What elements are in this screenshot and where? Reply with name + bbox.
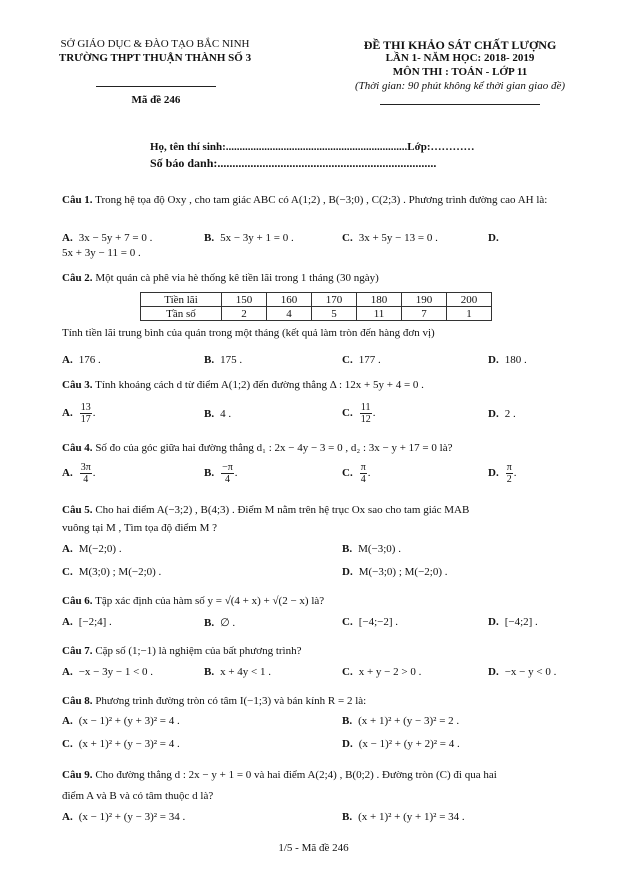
question-1: [62, 193, 587, 207]
table-row: [141, 293, 492, 307]
question-9-line-2: điểm A và B và có tâm thuộc d là?: [62, 790, 214, 802]
option-b[interactable]: B. x + 4y < 1 .: [204, 666, 272, 678]
option-a[interactable]: A. 176 .: [62, 354, 101, 366]
table-cell: 160: [267, 293, 312, 307]
option-d[interactable]: D. 180 .: [488, 354, 527, 366]
student-name-line: Họ, tên thí sinh:..................................................................Lớp:…………: [150, 141, 475, 153]
option-c[interactable]: C. x + y − 2 > 0 .: [342, 666, 422, 678]
option-b[interactable]: B. (x + 1)² + (y + 1)² = 34 .: [342, 811, 465, 823]
option-a[interactable]: A. 3x − 5y + 7 = 0 .: [62, 232, 153, 244]
option-c[interactable]: C. (x + 1)² + (y − 3)² = 4 .: [62, 738, 180, 750]
question-8: Câu 8. Phương trình đường tròn có tâm I(−1;3) và bán kính R = 2 là:: [62, 695, 367, 707]
option-d[interactable]: D. (x − 1)² + (y + 2)² = 4 .: [342, 738, 460, 750]
department-name: SỞ GIÁO DỤC & ĐÀO TẠO BẮC NINH: [60, 38, 250, 50]
question-3: Câu 3. Tính khoảng cách d từ điểm A(1;2) đến đường thẳng Δ : 12x + 5y + 4 = 0 .: [62, 379, 424, 391]
option-b[interactable]: B. 4 .: [204, 408, 232, 420]
table-cell: 170: [312, 293, 357, 307]
exam-code: Mã đề 246: [131, 94, 181, 106]
option-a[interactable]: A. $\frac{3\pi}{4}$ .: [62, 462, 96, 485]
question-5: Câu 5. Cho hai điểm A(−3;2) , B(4;3) . Điểm M nằm trên hệ trục Ox sao cho tam giác MAB: [62, 504, 470, 516]
option-a[interactable]: A. (x − 1)² + (y − 3)² = 34 .: [62, 811, 186, 823]
exam-title: ĐỀ THI KHẢO SÁT CHẤT LƯỢNG: [363, 38, 557, 52]
option-b[interactable]: B. 5x − 3y + 1 = 0 .: [204, 232, 294, 244]
exam-subject: MÔN THI : TOÁN - LỚP 11: [392, 66, 528, 78]
option-d[interactable]: D. [−4;2] .: [488, 616, 538, 628]
question-7: Câu 7. Cặp số (1;−1) là nghiệm của bất phương trình?: [62, 645, 302, 657]
table-row: [141, 307, 492, 321]
table-cell: 200: [447, 293, 492, 307]
table-cell: Tần số: [141, 307, 222, 321]
table-cell: 1: [447, 307, 492, 321]
option-d[interactable]: D. 2 .: [488, 408, 516, 420]
option-b[interactable]: B. 175 .: [204, 354, 243, 366]
page-footer: 1/5 - Mã đề 246: [278, 842, 349, 854]
question-text: Trong hệ tọa độ Oxy , cho tam giác ABC có A(1;2) , B(−3;0) , C(2;3) . Phương trình đường cao AH là:: [95, 194, 548, 206]
question-9: Câu 9. Cho đường thẳng d : 2x − y + 1 = 0 và hai điểm A(2;4) , B(0;2) . Đường tròn (C) đi qua hai: [62, 769, 497, 781]
option-c[interactable]: C. 3x + 5y − 13 = 0 .: [342, 232, 438, 244]
exam-round: LẦN 1- NĂM HỌC: 2018- 2019: [385, 52, 535, 64]
option-b[interactable]: B. M(−3;0) .: [342, 543, 401, 555]
option-c[interactable]: C. $\frac{\pi}{4}$ .: [342, 462, 371, 485]
divider-right: [380, 104, 540, 105]
option-c[interactable]: C. $\frac{11}{12}$ .: [342, 402, 376, 425]
divider-left: [96, 86, 216, 87]
option-a[interactable]: A. M(−2;0) .: [62, 543, 122, 555]
table-cell: 180: [357, 293, 402, 307]
option-d-label[interactable]: D.: [488, 232, 499, 244]
option-d[interactable]: D. $\frac{\pi}{2}$ .: [488, 462, 517, 485]
table-cell: 2: [222, 307, 267, 321]
option-d[interactable]: D. M(−3;0) ; M(−2;0) .: [342, 566, 448, 578]
table-cell: 11: [357, 307, 402, 321]
option-c[interactable]: C. 177 .: [342, 354, 381, 366]
question-4: Câu 4. Số đo của góc giữa hai đường thẳng d₁ : 2x − 4y − 3 = 0 , d₂ : 3x − y + 17 = 0 là?: [62, 442, 453, 454]
question-2: Câu 2. Một quán cà phê via hè thống kê tiền lãi trong 1 tháng (30 ngày): [62, 272, 379, 284]
student-id-line: Số báo danh:.........................................................................: [150, 156, 437, 170]
table-cell: 190: [402, 293, 447, 307]
option-b[interactable]: B. ∅ .: [204, 617, 236, 629]
option-d[interactable]: D. −x − y < 0 .: [488, 666, 557, 678]
table-cell: Tiền lãi: [141, 293, 222, 307]
option-b[interactable]: B. (x + 1)² + (y − 3)² = 2 .: [342, 715, 460, 727]
table-cell: 7: [402, 307, 447, 321]
school-name: TRƯỜNG THPT THUẬN THÀNH SỐ 3: [58, 52, 252, 64]
option-a[interactable]: A. [−2;4] .: [62, 616, 112, 628]
question-6: Câu 6. Tập xác định của hàm số y = √(4 + x) + √(2 − x) là?: [62, 595, 325, 607]
option-d[interactable]: 5x + 3y − 11 = 0 .: [62, 247, 141, 259]
question-5-line-2: vuông tại M , Tìm tọa độ điểm M ?: [62, 522, 218, 534]
question-2-prompt: Tính tiền lãi trung bình của quán trong một tháng (kết quả làm tròn đến hàng đơn vị): [62, 327, 435, 339]
question-label: Câu 1.: [62, 194, 93, 206]
exam-duration: (Thời gian: 90 phút không kể thời gian giao đề): [354, 80, 566, 92]
option-b[interactable]: B. $\frac{-\pi}{4}$ .: [204, 462, 238, 485]
table-cell: 150: [222, 293, 267, 307]
option-a[interactable]: A. −x − 3y − 1 < 0 .: [62, 666, 154, 678]
table-cell: 5: [312, 307, 357, 321]
frequency-table: [140, 292, 492, 321]
option-a[interactable]: A. $\frac{13}{17}$ .: [62, 402, 96, 425]
table-cell: 4: [267, 307, 312, 321]
option-a[interactable]: A. (x − 1)² + (y + 3)² = 4 .: [62, 715, 180, 727]
option-c[interactable]: C. [−4;−2] .: [342, 616, 398, 628]
option-c[interactable]: C. M(3;0) ; M(−2;0) .: [62, 566, 162, 578]
